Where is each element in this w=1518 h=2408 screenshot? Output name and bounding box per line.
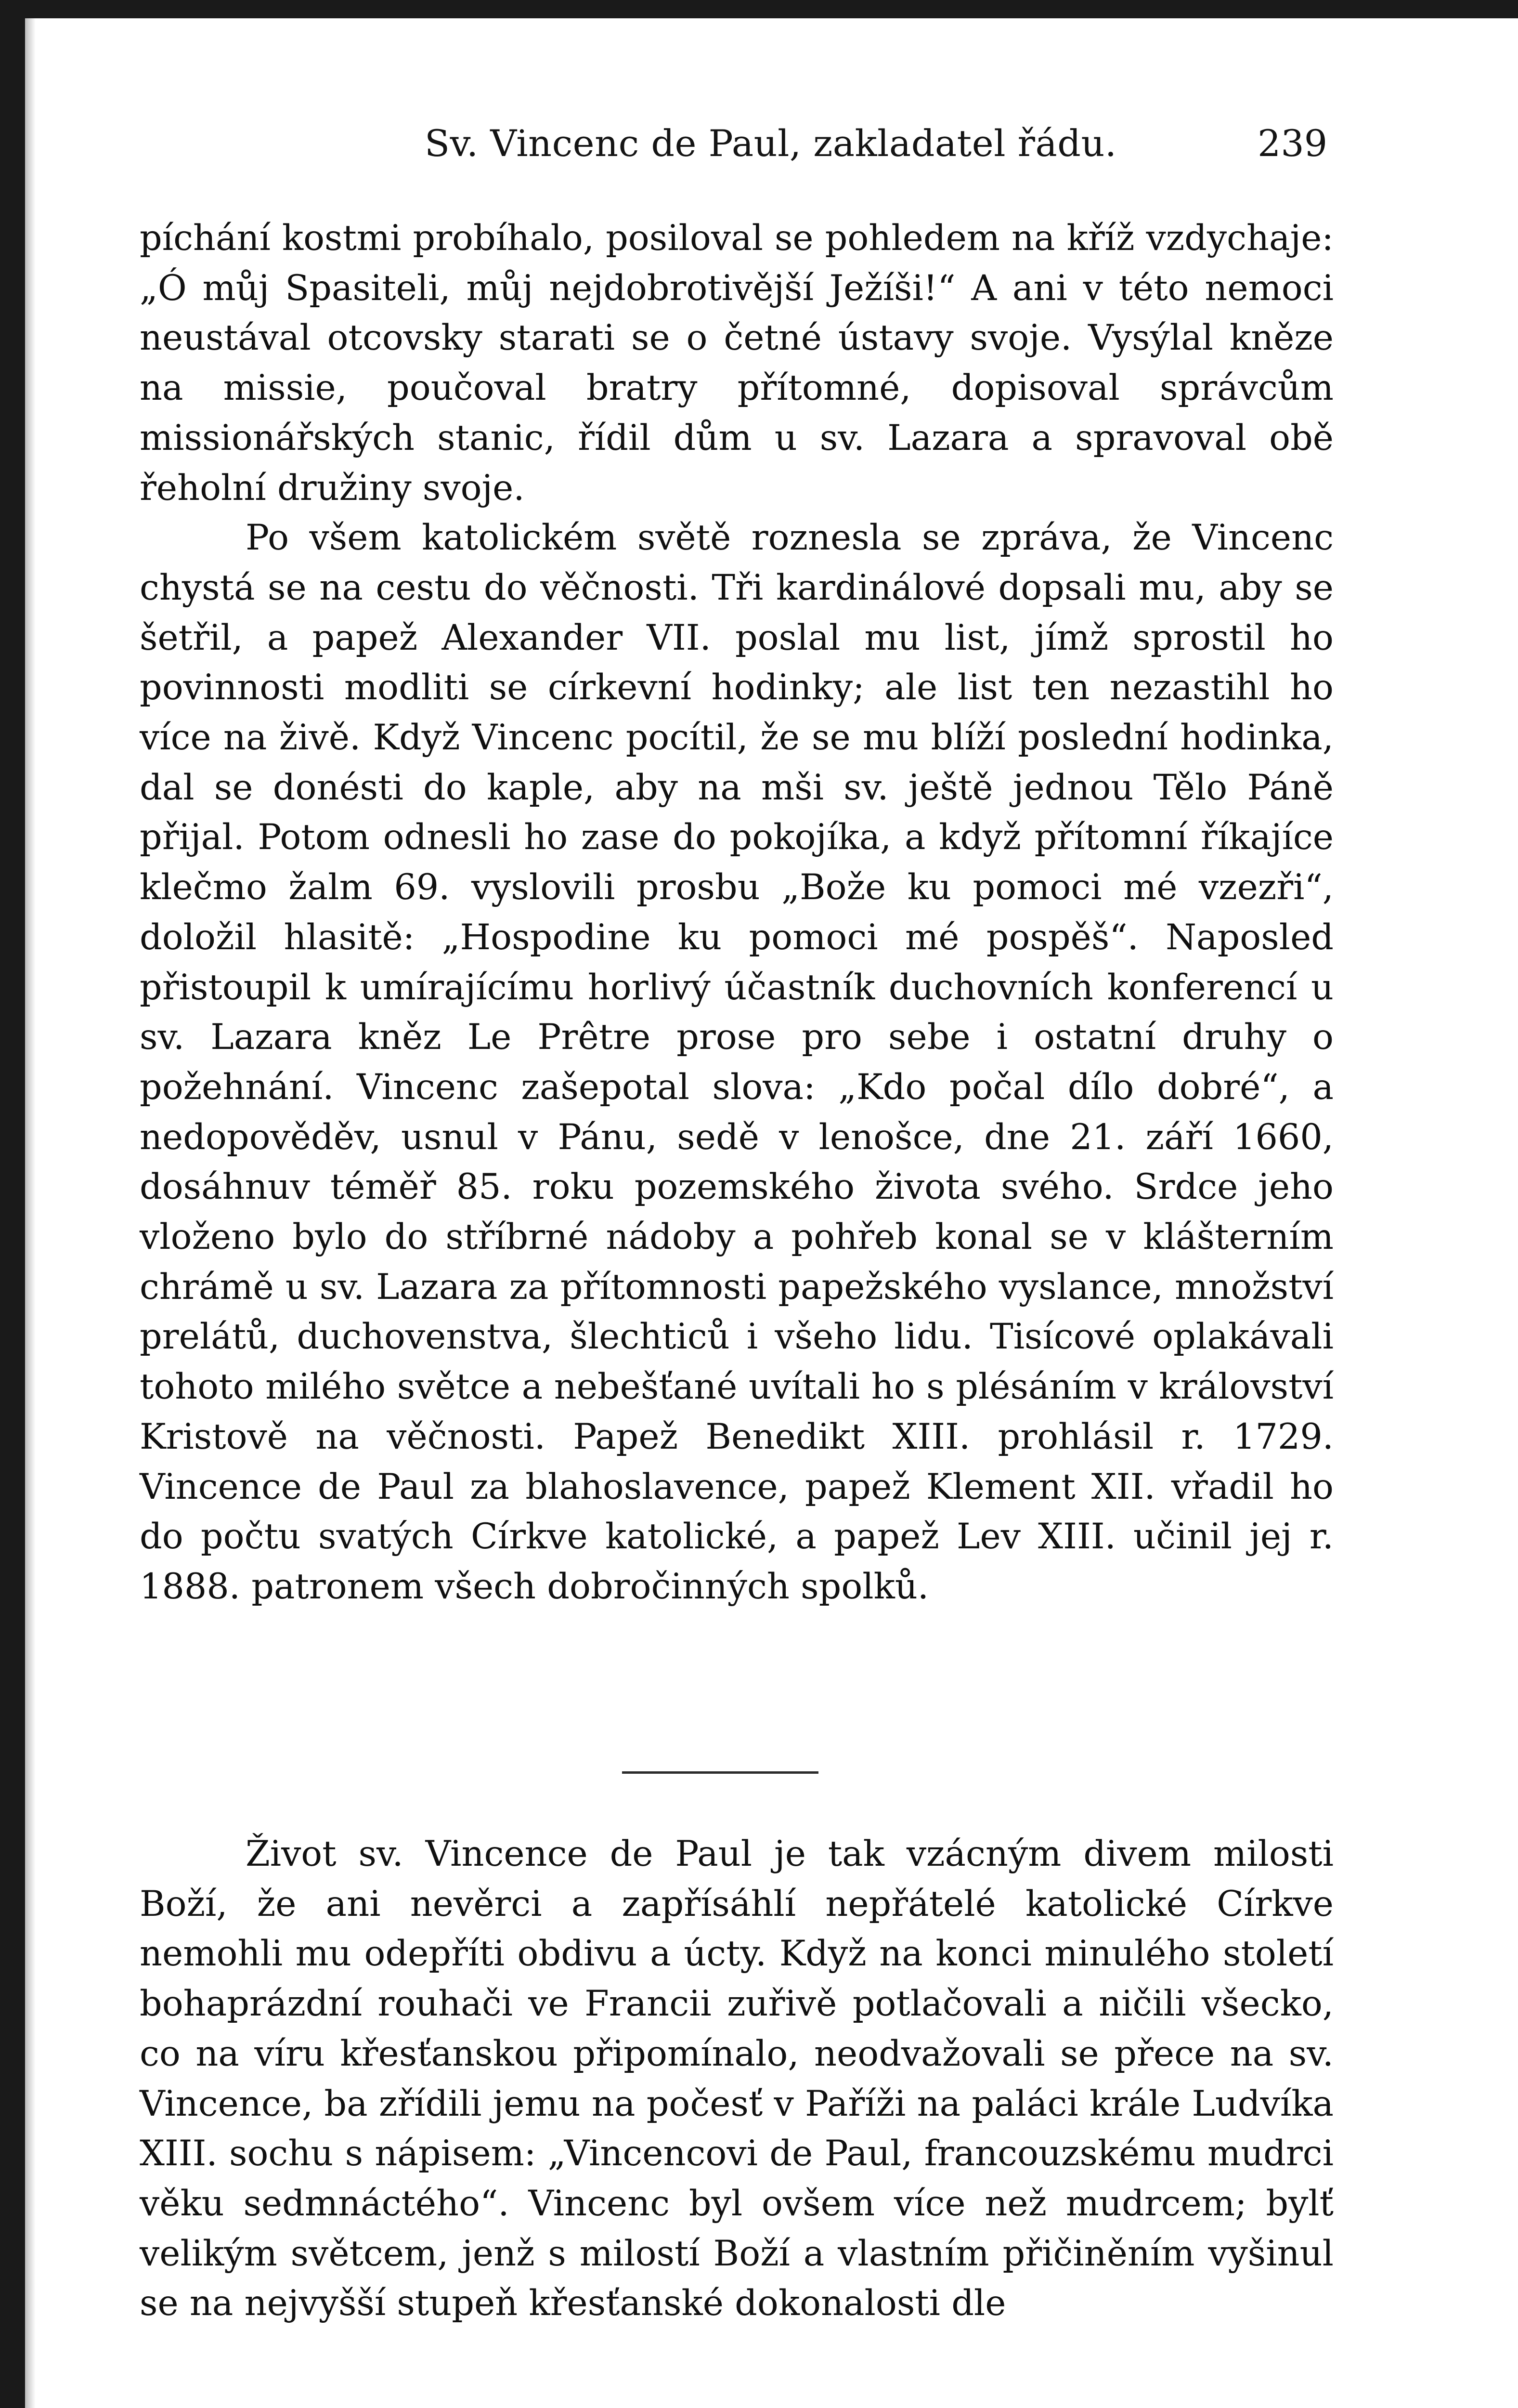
- page-number: 239: [1258, 122, 1328, 165]
- running-head: [25, 122, 1518, 175]
- running-head-title: Sv. Vincenc de Paul, zakladatel řádu.: [425, 122, 1117, 165]
- closing-text-block: [140, 1829, 1334, 2329]
- section-separator-rule: [622, 1771, 818, 1774]
- paragraph-life-reflection: Život sv. Vincence de Paul je tak vzácným divem milosti Boží, že ani nevěrci a zapřísáhlí nepřátelé katolické Církve nemohli mu odepříti obdivu a úcty. Když na konci minulého století bohaprázdní rouhači ve Francii zuřivě potlačovali a ničili všecko, co na víru křesťanskou připomínalo, neodvažovali se přece na sv. Vincence, ba zřídili jemu na počesť v Paříži na paláci krále Ludvíka XIII. sochu s nápisem: „Vincencovi de Paul, francouzskému mudrci věku sedmnáctého“. Vincenc byl ovšem více než mudrcem; bylť velikým světcem, jenž s milostí Boží a vlastním přičiněním vyšinul se na nejvyšší stupeň křesťanské dokonalosti dle: [140, 1833, 1334, 2324]
- spine-shadow: [25, 18, 36, 2408]
- book-page: [25, 18, 1518, 2408]
- main-text-block: [140, 213, 1334, 1612]
- paragraph-continuation: píchání kostmi probíhalo, posiloval se pohledem na kříž vzdychaje: „Ó můj Spasiteli, můj nejdobrotivější Ježíši!“ A ani v této nemoci neustával otcovsky starati se o četné ústavy svoje. Vysýlal kněze na missie, poučoval bratry přítomné, dopisoval správcům missionářských stanic, řídil dům u sv. Lazara a spravoval obě řeholní družiny svoje.: [140, 218, 1334, 509]
- paragraph-death-of-vincent: Po všem katolickém světě roznesla se zpráva, že Vincenc chystá se na cestu do věčnosti. Tři kardinálové dopsali mu, aby se šetřil, a papež Alexander VII. poslal mu list, jímž sprostil ho povinnosti modliti se církevní hodinky; ale list ten nezastihl ho více na živě. Když Vincenc pocítil, že se mu blíží poslední hodinka, dal se donésti do kaple, aby na mši sv. ještě jednou Tělo Páně přijal. Potom odnesli ho zase do pokojíka, a když přítomní říkajíce klečmo žalm 69. vyslovili prosbu „Bože ku pomoci mé vzezři“, doložil hlasitě: „Hospodine ku pomoci mé pospěš“. Naposled přistoupil k umírajícímu horlivý účastník duchovních konferencí u sv. Lazara kněz Le Prêtre prose pro sebe i ostatní druhy o požehnání. Vincenc zašepotal slova: „Kdo počal dílo dobré“, a nedopověděv, usnul v Pánu, sedě v lenošce, dne 21. září 1660, dosáhnuv téměř 85. roku pozemského života svého. Srdce jeho vloženo bylo do stříbrné nádoby a pohřeb konal se v klášterním chrámě u sv. Lazara za přítomnosti papežského vyslance, množství prelátů, duchovenstva, šlechticů i všeho lidu. Tisícové oplakávali tohoto milého světce a nebešťané uvítali ho s plésáním v království Kristově na věčnosti. Papež Benedikt XIII. prohlásil r. 1729. Vincence de Paul za blahoslavence, papež Klement XII. vřadil ho do počtu svatých Církve katolické, a papež Lev XIII. učinil jej r. 1888. patronem všech dobročinných spolků.: [140, 517, 1334, 1607]
